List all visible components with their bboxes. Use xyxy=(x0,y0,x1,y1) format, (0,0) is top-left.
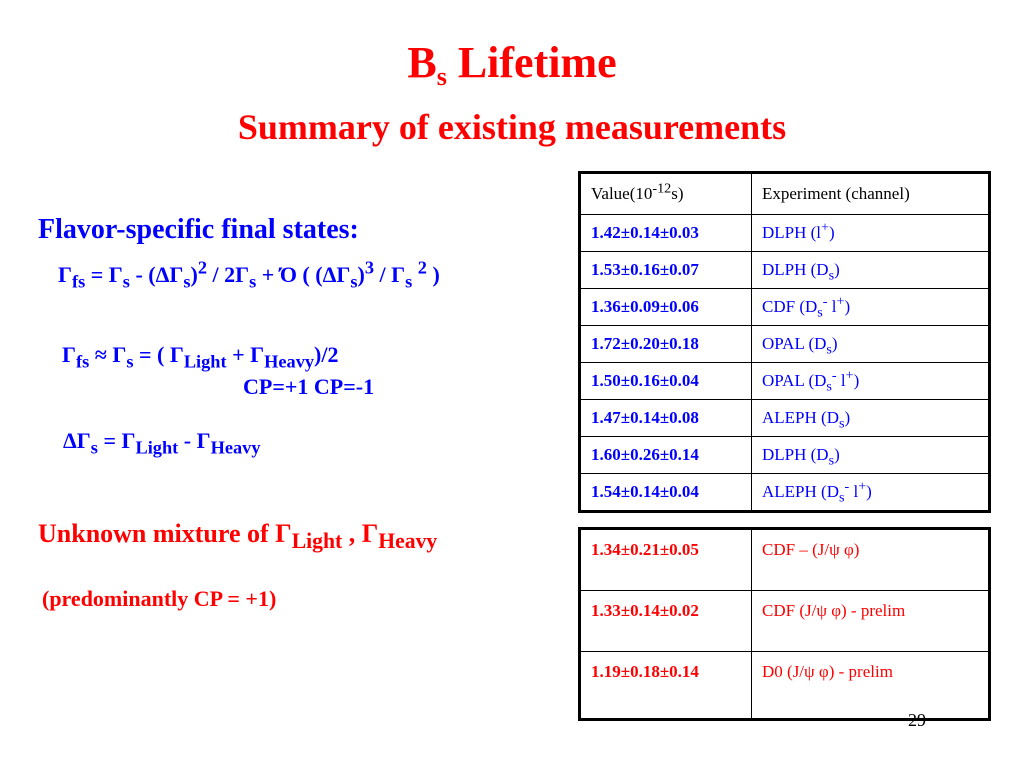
measurement-value: 1.47±0.14±0.08 xyxy=(580,400,752,437)
predominantly-cp-note: (predominantly CP = +1) xyxy=(42,586,277,611)
measurement-value: 1.19±0.18±0.14 xyxy=(580,652,752,720)
title-rest: Lifetime xyxy=(446,38,617,87)
lifetime-measurements-table xyxy=(578,171,991,513)
table-row xyxy=(580,363,990,400)
experiment-channel: DLPH $(D_s)$ xyxy=(752,437,990,474)
table-row xyxy=(580,326,990,363)
cp-eigenvalues-label: CP=+1 CP=-1 xyxy=(243,374,375,399)
measurement-value: 1.54±0.14±0.04 xyxy=(580,474,752,512)
experiment-channel: CDF – (J/ψ φ) xyxy=(752,529,990,591)
experiment-channel: CDF ($D_s^-$ l+) xyxy=(752,289,990,326)
equation-gamma-fs-average: $\Gamma_{fs} \approx \Gamma_s$ = ( $\Gamma_{Light} + \Gamma_{Heavy})/2$ xyxy=(62,342,339,372)
measurement-value: 1.42±0.14±0.03 xyxy=(580,215,752,252)
table-row xyxy=(580,215,990,252)
flavor-specific-heading: Flavor-specific final states: xyxy=(38,214,359,245)
unknown-mixture-text: Unknown mixture of $\Gamma_{Light}$ , $\Gamma_{Heavy}$ xyxy=(38,519,438,554)
experiment-channel: D0 (J/ψ φ) - prelim xyxy=(752,652,990,720)
measurement-value: 1.33±0.14±0.02 xyxy=(580,591,752,652)
slide-title xyxy=(0,38,1024,91)
table-row xyxy=(580,289,990,326)
measurement-value: 1.36±0.09±0.06 xyxy=(580,289,752,326)
experiment-channel: OPAL $(D_s)$ xyxy=(752,326,990,363)
experiment-channel: CDF (J/ψ φ) - prelim xyxy=(752,591,990,652)
measurement-value: 1.53±0.16±0.07 xyxy=(580,252,752,289)
measurement-value: 1.72±0.20±0.18 xyxy=(580,326,752,363)
experiment-channel: DLPH (l+) xyxy=(752,215,990,252)
jpsi-phi-measurements-table xyxy=(578,527,991,721)
header-value: $Value(10^{-12}s)$ xyxy=(580,173,752,215)
table-row xyxy=(580,591,990,652)
table-row xyxy=(580,474,990,512)
equation-gamma-fs-expansion: $\Gamma_{fs} = \Gamma_s - (\Delta\Gamma_s)^2 / 2\Gamma_s + Ό$ ( $(\Delta\Gamma_s)^3 / \Gamma_s$ $^2$ ) xyxy=(58,257,440,292)
table-header-row xyxy=(580,173,990,215)
measurement-value: 1.60±0.26±0.14 xyxy=(580,437,752,474)
title-subscript: s xyxy=(436,62,447,91)
measurement-value: 1.34±0.21±0.05 xyxy=(580,529,752,591)
experiment-channel: OPAL ($D_s^-$ l+) xyxy=(752,363,990,400)
equation-delta-gamma: $\Delta\Gamma_s = \Gamma_{Light} - \Gamma_{Heavy}$ xyxy=(63,428,261,458)
experiment-channel: ALEPH ($D_s^-$ l+) xyxy=(752,474,990,512)
header-experiment: Experiment (channel) xyxy=(752,173,990,215)
page-number: 29 xyxy=(908,710,926,730)
experiment-channel: DLPH $(D_s)$ xyxy=(752,252,990,289)
table-row xyxy=(580,529,990,591)
table-row xyxy=(580,437,990,474)
table-row xyxy=(580,652,990,720)
experiment-channel: ALEPH $(D_s)$ xyxy=(752,400,990,437)
measurement-value: 1.50±0.16±0.04 xyxy=(580,363,752,400)
table-row xyxy=(580,252,990,289)
table-row xyxy=(580,400,990,437)
slide-subtitle: Summary of existing measurements xyxy=(237,107,787,147)
title-main: B xyxy=(407,38,437,87)
